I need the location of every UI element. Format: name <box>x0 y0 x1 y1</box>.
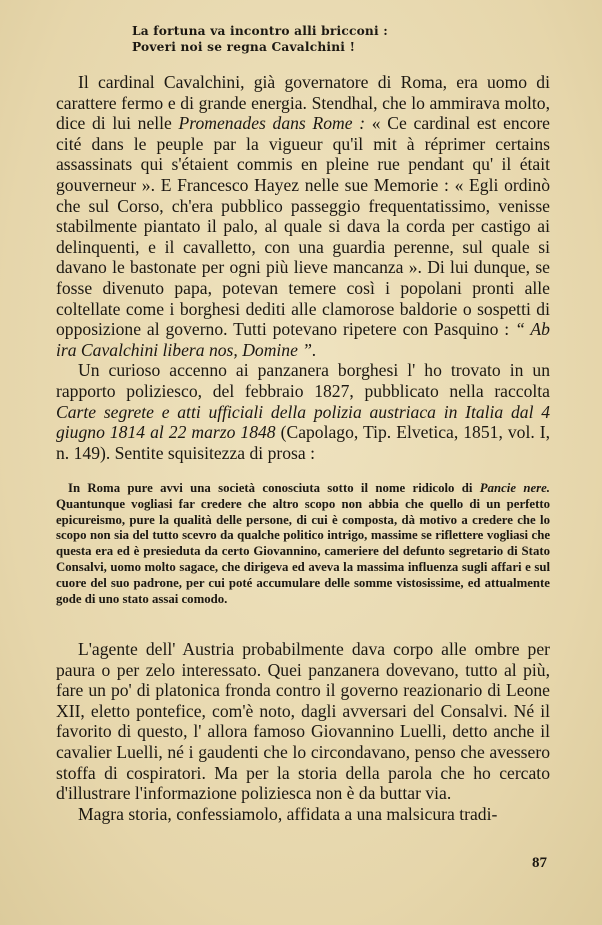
main-text-bottom <box>56 639 550 824</box>
epigraph-line-1: La fortuna va incontro alli bricconi : <box>132 24 388 38</box>
paragraph-rapporto <box>56 360 550 463</box>
page-number: 87 <box>532 855 547 871</box>
paragraph-magra-storia: Magra storia, confessiamolo, affidata a una malsicura tradi- <box>78 803 498 824</box>
main-text-top <box>56 72 550 463</box>
paragraph-agente: L'agente dell' Austria probabilmente dava corpo alle ombre per paura o per zelo interessato. Quei panzanera dovevano, tutto al più, fare un po' di platonica fronda contro il governo reazionario di Leone XII, eletto pontefice, com'è noto, dagli avversari del Consalvi. Né il favorito di questo, l' allora famoso Giovannino Luelli, detto anche il cavalier Luelli, né i gaudenti che lo circondavano, penso che avessero stoffa di cospiratori. Ma per la storia della parola che ho cercato d'illustrare l'informazione poliziesca non è da buttar via. <box>56 639 550 804</box>
paragraph-2-text-b: (Capolago, Tip. Elvetica, 1851, vol. I, n. 149). Sentite squisitezza di prosa : <box>56 422 551 463</box>
epigraph <box>132 23 388 55</box>
book-title-promenades: Promenades dans Rome : <box>178 113 366 134</box>
quote-society-name: Pancie nere. <box>479 481 550 495</box>
quote-text-b: Quantunque vogliasi far credere che altro scopo non abbia che quello di un perfetto epicureismo, pure la qualità delle persone, di cui è composta, dà motivo a credere che lo scopo non sia del tutto scevro da qualche politico intrigo, massime se riflettere vogliasi che questa era ed è presieduta da certo Giovannino, cameriere del defunto segretario di Stato Consalvi, uomo molto sagace, che dirigeva ed aveva la massima influenza sugli affari e sul cuore del suo padrone, per cui poté accumulare delle somme vistosissime, ed attualmente gode di uno stato assai comodo. <box>56 496 550 606</box>
epigraph-line-2: Poveri noi se regna Cavalchini ! <box>132 40 356 54</box>
quote-text-a: In Roma pure avvi una società conosciuta sotto il nome ridicolo di <box>68 481 480 495</box>
paragraph-2-text-a: Un curioso accenno ai panzanera borghesi l' ho trovato in un rapporto poliziesco, del febbraio 1827, pubblicato nella raccolta <box>56 360 550 401</box>
paragraph-1-text-a: Il cardinal Cavalchini, già governatore di Roma, era uomo di carattere fermo e di grande energia. Stendhal, che lo ammirava molto, dice di lui nelle <box>56 72 550 134</box>
paragraph-1-text-b: « Ce cardinal est encore cité dans le peuple par la vigueur qu'il mit à réprimer certains assassinats qui s'étaient commis en pleine rue pendant qu' il était gouverneur ». E Francesco Hayez nelle sue Memorie : « Egli ordinò che sul Corso, ch'era pubblico passeggio frequentatissimo, venisse stabilmente piantato il palo, al quale si dava la corda per castigo ai delinquenti, e il cavalletto, con una guardia perenne, sul quale si davano le bastonate per ogni più lieve mancanza ». Di lui dunque, se fosse divenuto papa, potevan temere così i popolani pronti alle coltellate come i borghesi dediti alle clamorose baldorie o sospetti di opposizione al governo. Tutti potevano ripetere con Pasquino : <box>56 113 550 340</box>
police-report-quote <box>56 481 550 607</box>
book-title-carte-segrete: Carte segrete e atti ufficiali della polizia austriaca in Italia dal 4 giugno 1814 al 22 marzo 1848 <box>56 401 550 443</box>
pasquino-quote: “ Ab ira Cavalchini libera nos, Domine ”. <box>56 319 550 360</box>
paragraph-cavalchini <box>56 72 550 360</box>
